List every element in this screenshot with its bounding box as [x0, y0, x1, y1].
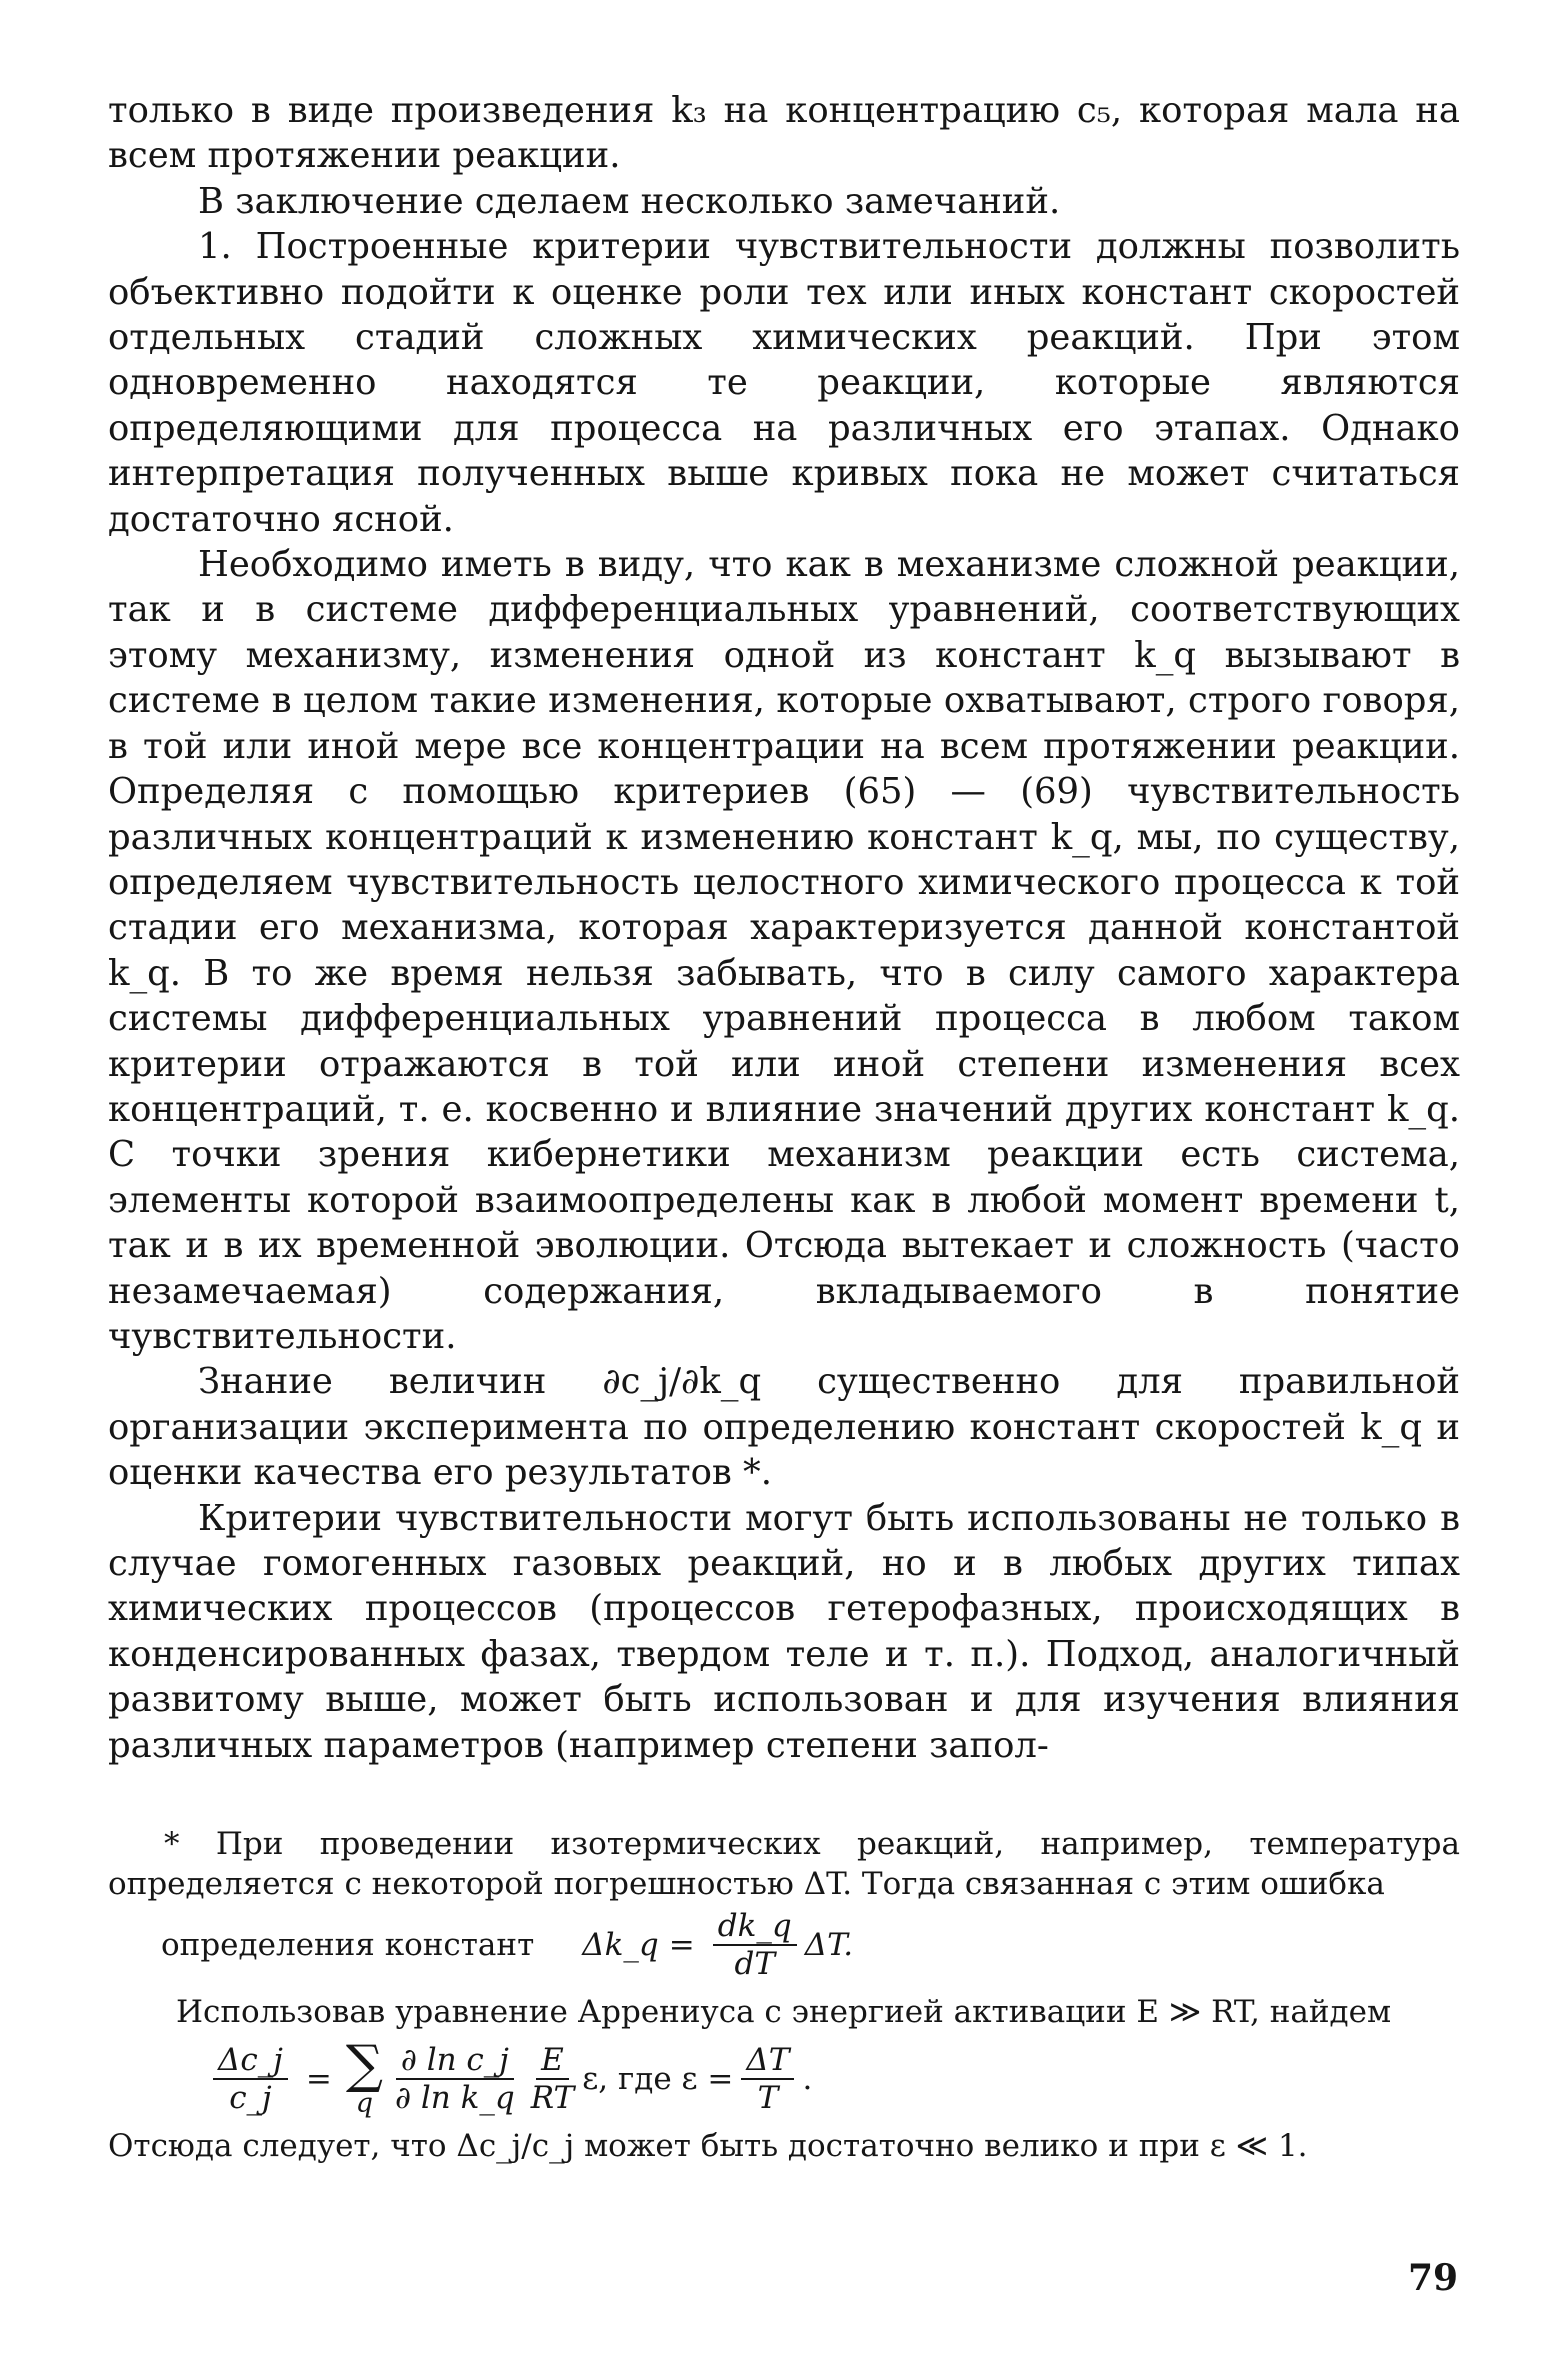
page-number: 79	[1408, 2257, 1459, 2299]
paragraph: Необходимо иметь в виду, что как в механизме сложной реакции, так и в системе дифференциальных уравнений, соответствующих этому механизму, изменения одной из констант k_q вызывают в системе в целом такие изменения, которые охватывают, строго говоря, в той или иной мере все концентрации на всем протяжении реакции. Определяя с помощью критериев (65) — (69) чувствительность различных концентраций к изменению констант k_q, мы, по существу, определяем чувствительность целостного химического процесса к той стадии его механизма, которая характеризуется данной константой k_q. В то же время нельзя забывать, что в силу самого характера системы дифференциальных уравнений процесса в любом таком критерии отражаются в той или иной степени изменения всех концентраций, т. е. косвенно и влияние значений других констант k_q. С точки зрения кибернетики механизм реакции есть система, элементы которой взаимоопределены как в любой момент времени t, так и в их временной эволюции. Отсюда вытекает и сложность (часто незамечаемая) содержания, вкладываемого в понятие чувствительности.	[108, 544, 1460, 1357]
formula-label: определения констант	[161, 1927, 535, 1964]
numerator: Δc_j	[213, 2042, 288, 2080]
numerator: ΔT	[741, 2042, 794, 2080]
page	[108, 88, 1460, 2166]
fraction	[213, 2042, 288, 2116]
fraction	[531, 2042, 574, 2116]
formula-delta-c	[108, 2035, 1460, 2120]
fraction	[395, 2042, 515, 2116]
numerator: E	[536, 2042, 569, 2080]
denominator: c_j	[229, 2080, 272, 2117]
footnote	[108, 1824, 1460, 2166]
formula-lhs: Δk_q	[582, 1927, 659, 1964]
summation	[345, 2035, 383, 2120]
paragraph: Знание величин ∂c_j/∂k_q существенно для правильной организации эксперимента по определению констант скоростей k_q и оценки качества его результатов *.	[108, 1361, 1460, 1494]
sum-index: q	[355, 2088, 374, 2120]
conclusion-text: Отсюда следует, что Δc_j/c_j может быть достаточно велико и при ε ≪ 1.	[108, 2128, 1308, 2165]
paragraph: только в виде произведения k₃ на концентрацию c₅, которая мала на всем протяжении реакции.	[108, 90, 1460, 177]
equals-sign: =	[668, 1927, 695, 1964]
formula-delta-k	[108, 1908, 1460, 1982]
equals-sign: =	[305, 2061, 332, 2098]
formula-tail: ΔT.	[804, 1927, 854, 1964]
epsilon-text: ε, где ε =	[582, 2061, 734, 2098]
denominator: ∂ ln k_q	[394, 2080, 515, 2117]
paragraph: 1. Построенные критерии чувствительности должны позволить объективно подойти к оценке роли тех или иных констант скоростей отдельных стадий сложных химических реакций. При этом одновременно находятся те реакции, которые являются определяющими для процесса на различных его этапах. Однако интерпретация полученных выше кривых пока не может считаться достаточно ясной.	[108, 226, 1460, 540]
denominator: T	[757, 2080, 779, 2117]
fraction	[713, 1908, 797, 1982]
main-text	[108, 88, 1460, 1768]
denominator: dT	[734, 1946, 775, 1983]
footnote-text: * При проведении изотермических реакций, например, температура определяется с некоторой погрешностью ΔT. Тогда связанная с этим ошибка	[108, 1826, 1460, 1903]
fraction	[741, 2042, 794, 2116]
paragraph: Критерии чувствительности могут быть использованы не только в случае гомогенных газовых реакций, но и в любых других типах химических процессов (процессов гетерофазных, происходящих в конденсированных фазах, твердом теле и т. п.). Подход, аналогичный развитому выше, может быть использован и для изучения влияния различных параметров (например степени запол-	[108, 1497, 1460, 1766]
numerator: dk_q	[713, 1908, 797, 1946]
sum-sign: ∑	[345, 2035, 383, 2096]
paragraph: В заключение сделаем несколько замечаний.	[198, 180, 1061, 222]
numerator: ∂ ln c_j	[396, 2042, 514, 2080]
arrhenius-text: Использовав уравнение Аррениуса с энергией активации E ≫ RT, найдем	[176, 1994, 1392, 2031]
denominator: RT	[530, 2080, 575, 2117]
formula-end: .	[802, 2061, 813, 2098]
